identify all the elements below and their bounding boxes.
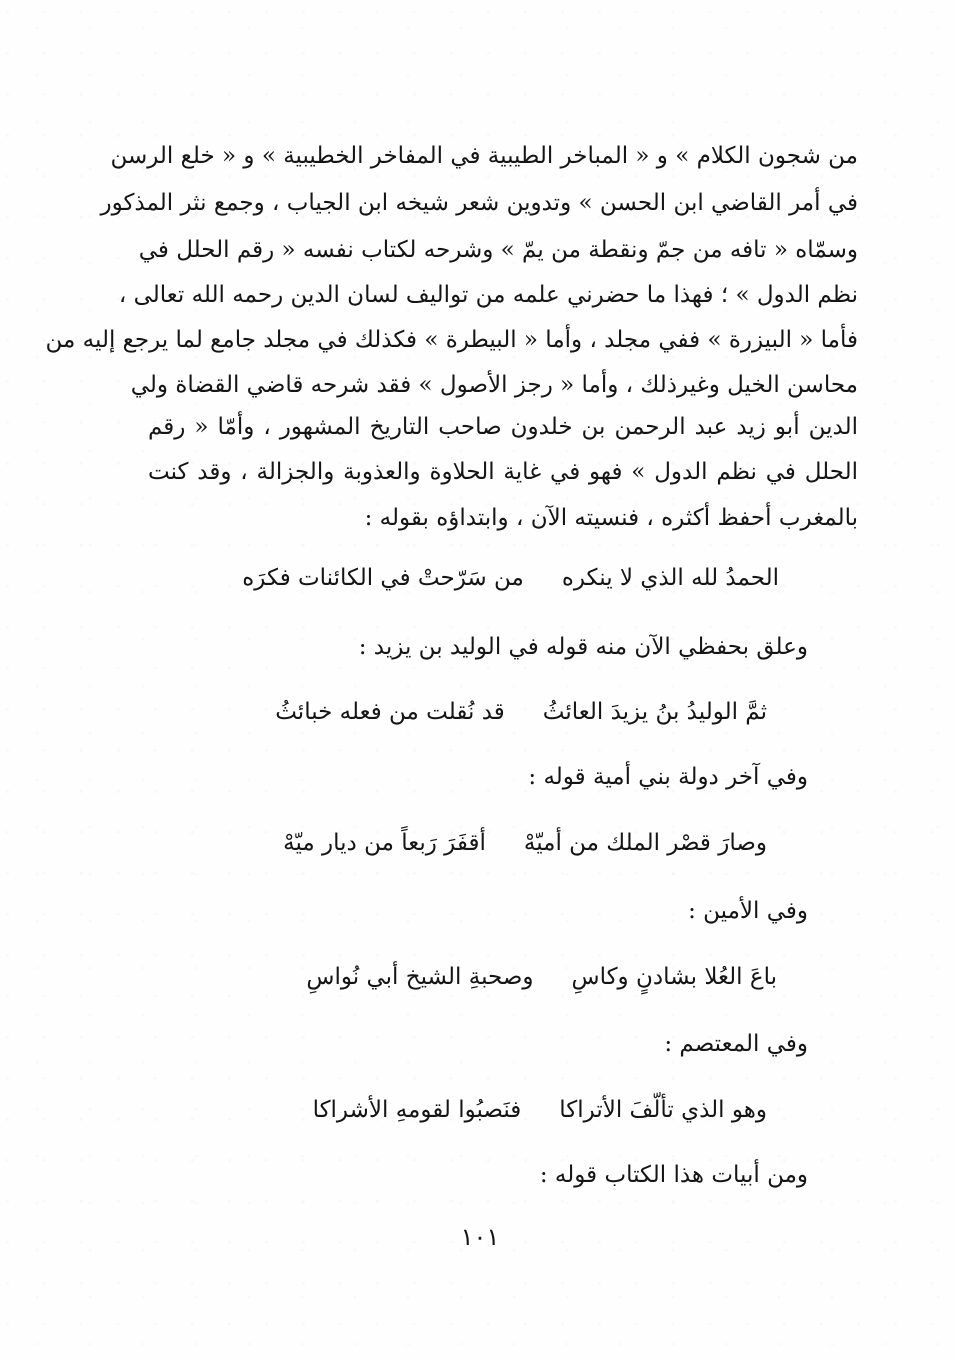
paragraph-line: من شجون الكلام » و « المباخر الطيبية في المفاخر الخطيبية » و « خلع الرسن [110, 143, 858, 169]
verse-first-hemistich: وصارَ قصْر الملك من أميّهْ [523, 830, 767, 856]
verse-first-hemistich: باعَ العُلا بشادنٍ وكاسِ [571, 964, 777, 990]
paragraph-line: وسمّاه « تافه من جمّ ونقطة من يمّ » وشرحه لكتاب نفسه « رقم الحلل في [138, 237, 858, 263]
paragraph-line: في أمر القاضي ابن الحسن » وتدوين شعر شيخه ابن الجياب ، وجمع نثر المذكور [100, 190, 858, 216]
paragraph-line: نظم الدول » ؛ فهذا ما حضرني علمه من تواليف لسان الدين رحمه الله تعالى ، [118, 282, 858, 308]
paragraph-line: فأما « البيزرة » ففي مجلد ، وأما « البيطرة » فكذلك في مجلد جامع لما يرجع إليه من [45, 327, 858, 353]
paragraph-line: محاسن الخيل وغيرذلك ، وأما « رجز الأصول » فقد شرحه قاضي القضاة ولي [130, 372, 858, 398]
verse-second-hemistich: وصحبةِ الشيخ أبي نُواسِ [306, 964, 534, 990]
verse-first-hemistich: ثمَّ الوليدُ بنُ يزيدَ العائثُ [542, 699, 767, 725]
verse-line [275, 697, 767, 727]
paragraph-line: الحلل في نظم الدول » فهو في غاية الحلاوة والعذوبة والجزالة ، وقد كنت [148, 459, 858, 485]
paragraph-line: بالمغرب أحفظ أكثره ، فنسيته الآن ، وابتداؤه بقوله : [364, 505, 858, 531]
verse-line [306, 962, 777, 992]
verse-intro: وفي الأمين : [688, 898, 808, 924]
verse-second-hemistich: أقفَرَ رَبعاً من ديار ميّهْ [283, 830, 486, 856]
paragraph-line: الدين أبو زيد عبد الرحمن بن خلدون صاحب التاريخ المشهور ، وأمّا « رقم [148, 414, 858, 440]
verse-line [283, 828, 767, 858]
verse-second-hemistich: فنَصبُوا لقومهِ الأشراكا [312, 1097, 522, 1123]
verse-second-hemistich: من سَرّحتْ في الكائنات فكرَه [242, 565, 524, 591]
verse-line [242, 563, 779, 593]
verse-intro: ومن أبيات هذا الكتاب قوله : [539, 1162, 808, 1188]
verse-first-hemistich: الحمدُ لله الذي لا ينكره [561, 565, 779, 591]
page-number: ١٠١ [460, 1223, 500, 1251]
verse-second-hemistich: قد نُقلت من فعله خبائثُ [275, 699, 505, 725]
verse-intro: وفي المعتصم : [664, 1031, 808, 1057]
verse-intro: وعلق بحفظي الآن منه قوله في الوليد بن يزيد : [358, 634, 808, 660]
verse-line [313, 1095, 767, 1125]
verse-intro: وفي آخر دولة بني أمية قوله : [528, 764, 808, 790]
verse-first-hemistich: وهو الذي تألّفَ الأتراكا [559, 1097, 767, 1123]
